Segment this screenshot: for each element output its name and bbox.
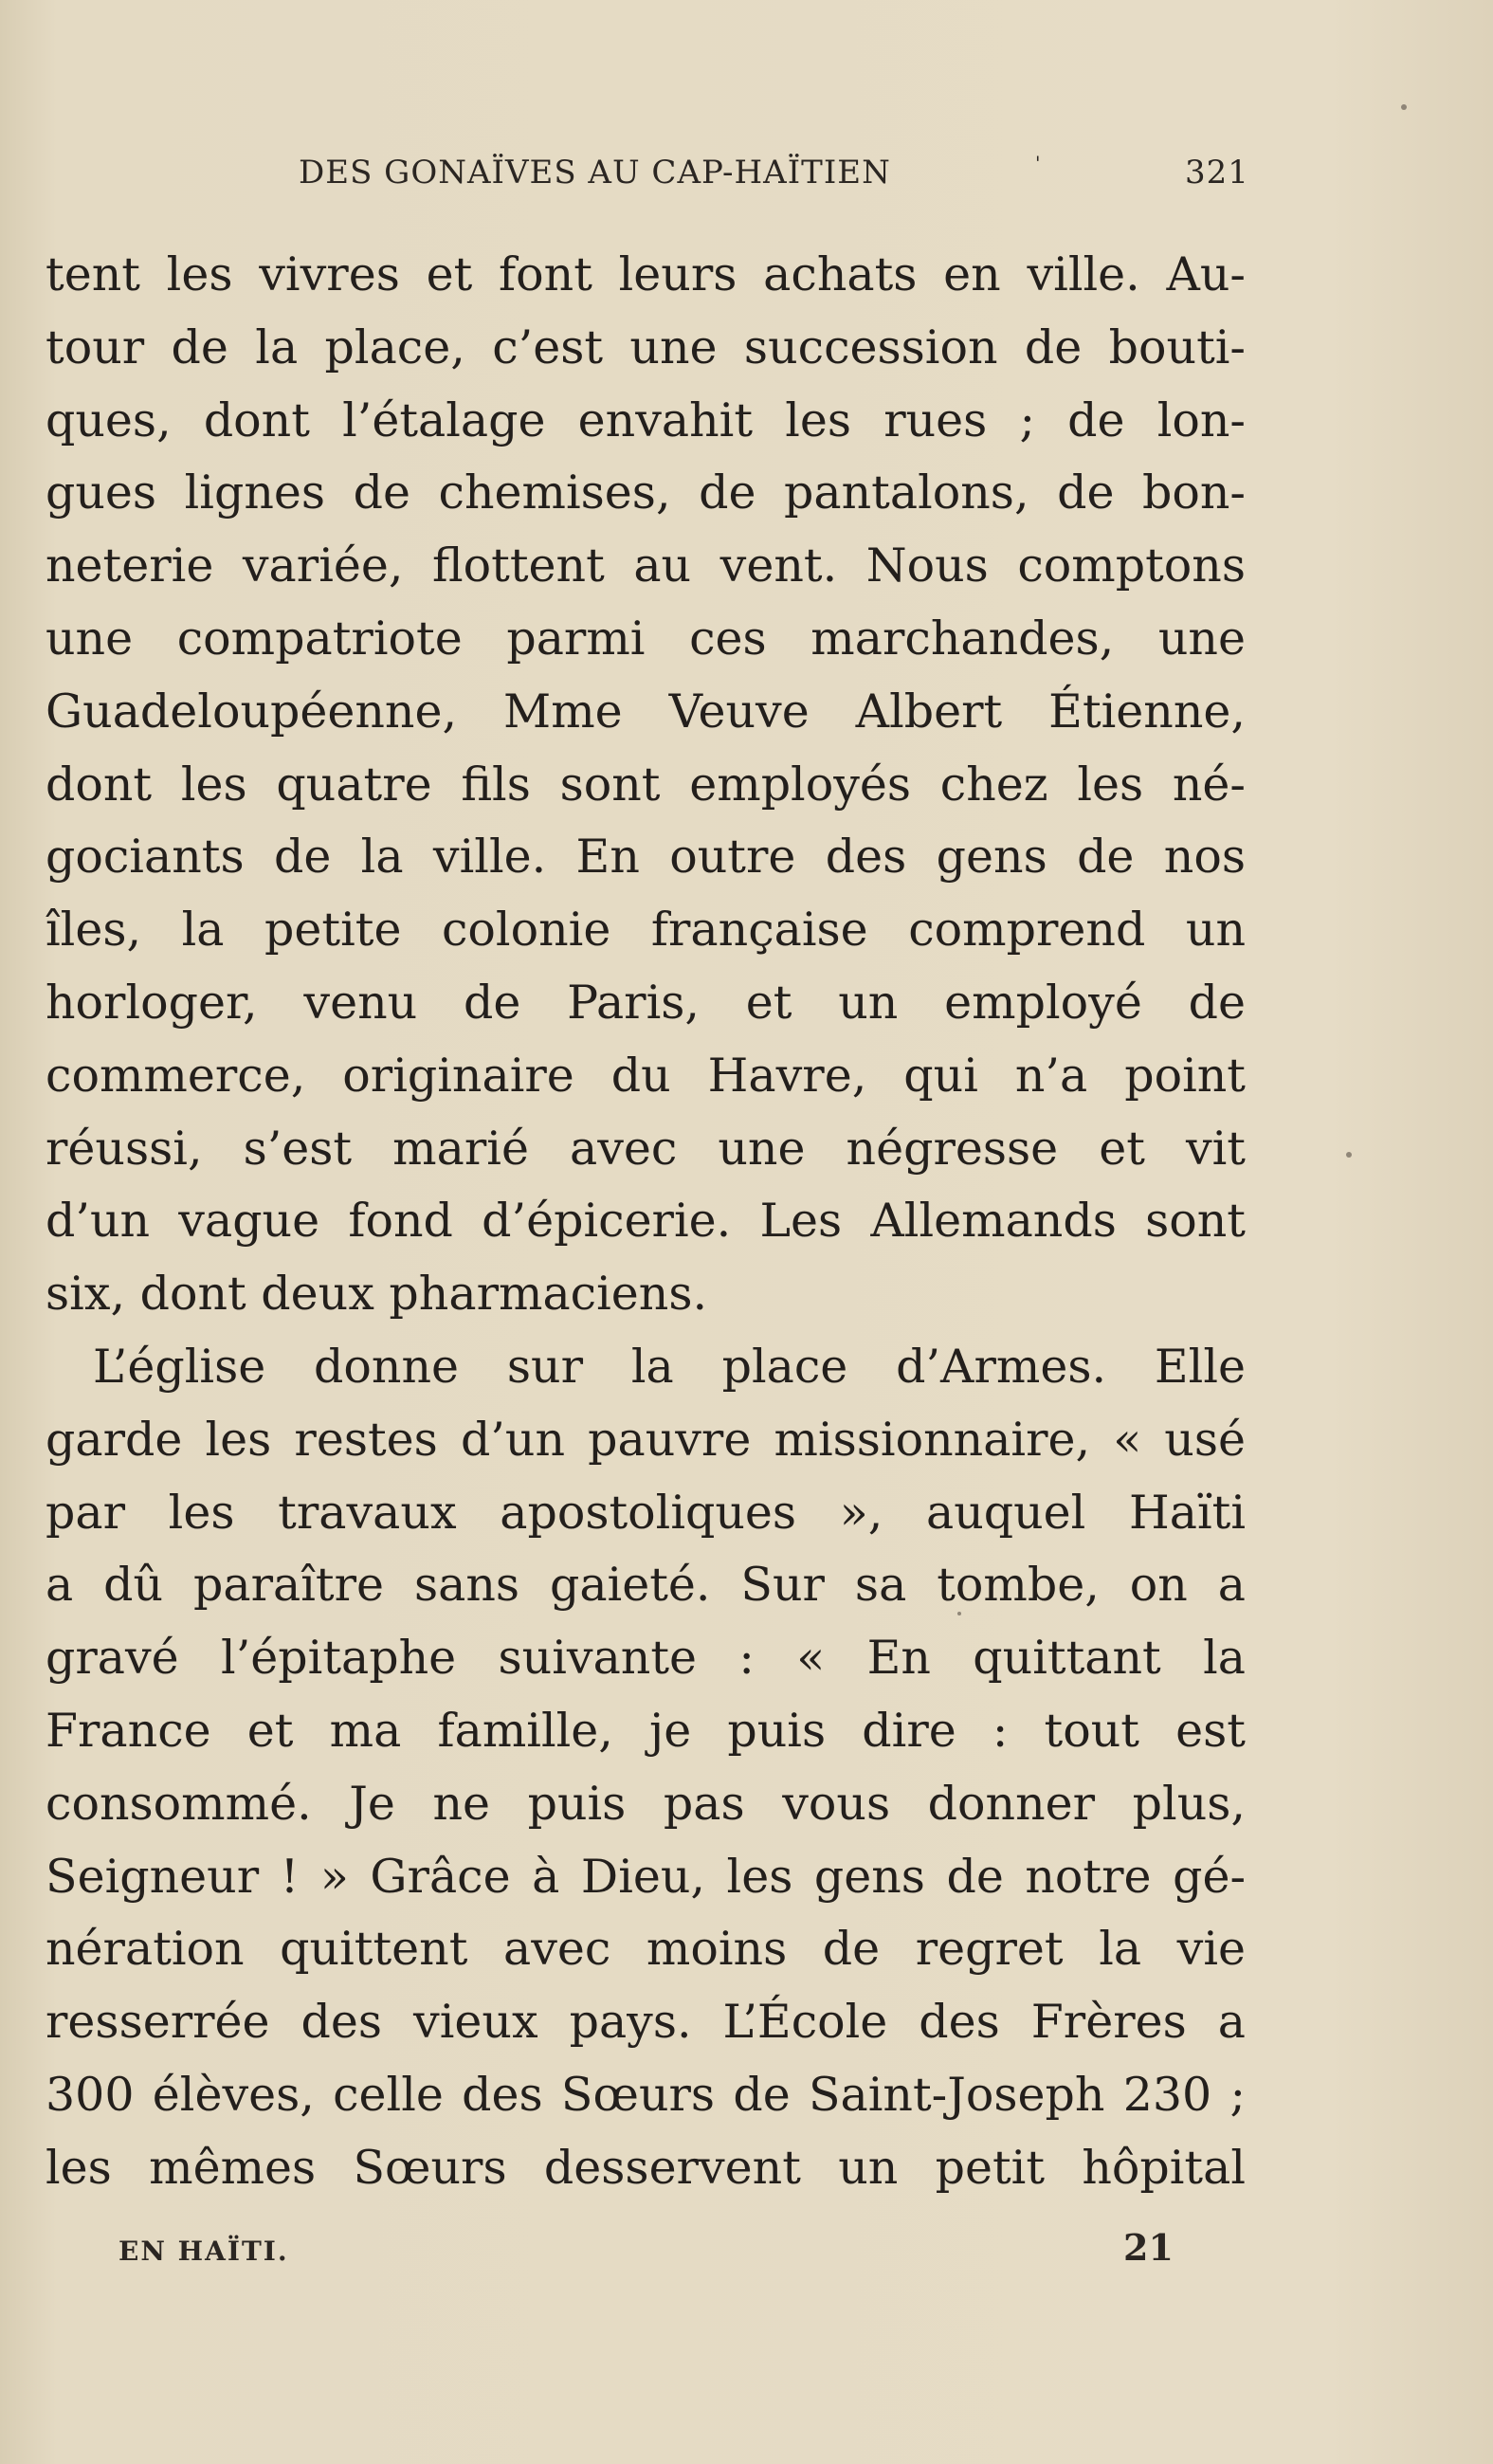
header-tick-mark: ' [1035, 152, 1042, 174]
paragraph-start-line: L’église donne sur la place d’Armes. Elle [93, 1339, 1246, 1394]
text-line: îles, la petite colonie française comprend un [46, 903, 1246, 958]
running-title: DES GONAÏVES AU CAP-HAÏTIEN [299, 154, 891, 192]
text-line: d’un vague fond d’épicerie. Les Allemands sont [46, 1194, 1246, 1249]
signature-number: 21 [1123, 2226, 1174, 2269]
paper-speck [957, 1612, 961, 1615]
text-line: une compatriote parmi ces marchandes, une [46, 611, 1246, 666]
printer-signature: EN HAÏTI. [118, 2236, 289, 2267]
paper-speck [1401, 104, 1407, 110]
body-text [46, 239, 1246, 2205]
text-line: gues lignes de chemises, de pantalons, de bon- [46, 465, 1246, 520]
paragraph-end-line: six, dont deux pharmaciens. [46, 1267, 708, 1322]
page-footer [118, 2226, 1174, 2273]
text-line: par les travaux apostoliques », auquel Haïti [46, 1485, 1246, 1540]
paper-speck [1346, 1152, 1352, 1158]
text-line: Guadeloupéenne, Mme Veuve Albert Étienne, [46, 684, 1246, 739]
text-line: gravé l’épitaphe suivante : « En quittant la [46, 1631, 1246, 1686]
text-line: réussi, s’est marié avec une négresse et vit [46, 1121, 1246, 1176]
text-line: France et ma famille, je puis dire : tout est [46, 1703, 1246, 1758]
text-line: resserrée des vieux pays. L’École des Frères a [46, 1995, 1246, 2050]
text-line: neterie variée, flottent au vent. Nous comptons [46, 538, 1246, 593]
text-line: Seigneur ! » Grâce à Dieu, les gens de notre gé- [46, 1849, 1246, 1904]
text-line: garde les restes d’un pauvre missionnaire, « usé [46, 1412, 1246, 1467]
text-line: horloger, venu de Paris, et un employé de [46, 975, 1246, 1030]
running-header [299, 154, 1247, 201]
text-line: tour de la place, c’est une succession de bouti- [46, 319, 1246, 374]
text-line: dont les quatre fils sont employés chez les né- [46, 757, 1246, 812]
text-line: les mêmes Sœurs desservent un petit hôpital [46, 2140, 1246, 2195]
text-line: nération quittent avec moins de regret la vie [46, 1922, 1246, 1977]
text-line: tent les vivres et font leurs achats en ville. Au- [46, 247, 1246, 301]
text-line: 300 élèves, celle des Sœurs de Saint-Joseph 230 ; [46, 2067, 1246, 2122]
text-line: a dû paraître sans gaieté. Sur sa tombe, on a [46, 1558, 1246, 1613]
page-number: 321 [1185, 154, 1249, 192]
text-line: consommé. Je ne puis pas vous donner plus, [46, 1776, 1246, 1831]
text-line: gociants de la ville. En outre des gens de nos [46, 830, 1246, 885]
text-line: ques, dont l’étalage envahit les rues ; de lon- [46, 392, 1246, 447]
text-line: commerce, originaire du Havre, qui n’a point [46, 1048, 1246, 1103]
